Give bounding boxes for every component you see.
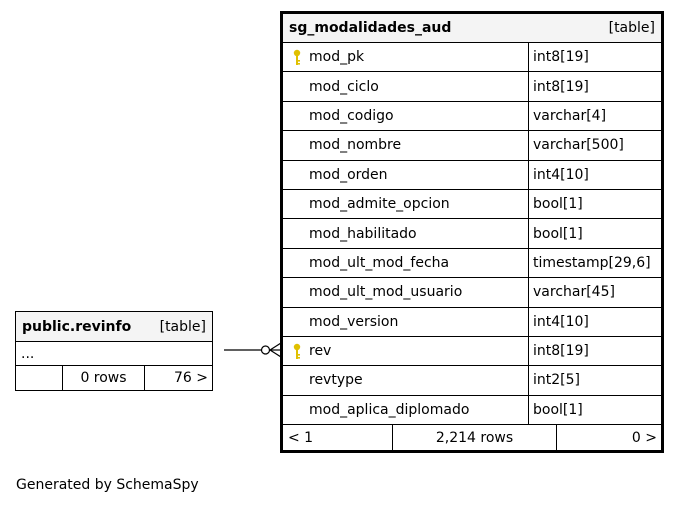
column-row[interactable] bbox=[283, 43, 661, 72]
column-type: int8[19] bbox=[533, 49, 589, 66]
key-icon bbox=[292, 49, 302, 67]
column-name-text: mod_codigo bbox=[309, 107, 394, 124]
table-kind: [table] bbox=[608, 20, 655, 36]
column-name-text: mod_ult_mod_usuario bbox=[309, 284, 463, 301]
table-sg-modalidades-aud[interactable] bbox=[280, 11, 664, 453]
table-name: sg_modalidades_aud bbox=[289, 20, 452, 36]
column-type: varchar[4] bbox=[533, 107, 607, 124]
table-name: public.revinfo bbox=[22, 318, 132, 335]
column-row[interactable] bbox=[283, 219, 661, 248]
optional-circle-icon bbox=[262, 346, 270, 354]
column-name-text: mod_aplica_diplomado bbox=[309, 401, 470, 418]
column-type: varchar[500] bbox=[533, 137, 624, 154]
column-name bbox=[283, 219, 529, 247]
column-name bbox=[283, 308, 529, 336]
column-name bbox=[283, 43, 529, 71]
column-type: int8[19] bbox=[533, 343, 589, 360]
column-name-text: mod_pk bbox=[309, 49, 365, 66]
column-row[interactable] bbox=[283, 366, 661, 395]
column-name bbox=[283, 190, 529, 218]
column-name-text: mod_habilitado bbox=[309, 225, 417, 242]
column-row[interactable] bbox=[283, 308, 661, 337]
column-type: int2[5] bbox=[533, 372, 580, 389]
column-name bbox=[283, 337, 529, 365]
column-name-text: mod_admite_opcion bbox=[309, 196, 450, 213]
column-row[interactable] bbox=[283, 72, 661, 101]
column-type: bool[1] bbox=[533, 401, 583, 418]
row-count: 2,214 rows bbox=[393, 425, 557, 450]
column-type: int4[10] bbox=[533, 313, 589, 330]
column-row[interactable] bbox=[283, 161, 661, 190]
column-row[interactable] bbox=[283, 190, 661, 219]
column-row[interactable] bbox=[283, 102, 661, 131]
column-name bbox=[283, 72, 529, 100]
key-icon bbox=[292, 343, 302, 361]
column-name bbox=[283, 396, 529, 424]
column-row[interactable] bbox=[283, 131, 661, 160]
column-name-text: mod_ciclo bbox=[309, 78, 379, 95]
column-name-text: mod_orden bbox=[309, 166, 388, 183]
table-header bbox=[283, 14, 661, 43]
column-name bbox=[283, 278, 529, 306]
table-footer bbox=[16, 366, 212, 390]
table-public-revinfo[interactable] bbox=[15, 311, 213, 391]
column-type: bool[1] bbox=[533, 225, 583, 242]
row-count: 0 rows bbox=[63, 366, 145, 390]
column-type: int4[10] bbox=[533, 166, 589, 183]
column-name bbox=[283, 161, 529, 189]
column-type: timestamp[29,6] bbox=[533, 254, 651, 271]
column-row[interactable] bbox=[283, 278, 661, 307]
parents-count bbox=[16, 366, 63, 390]
column-type: bool[1] bbox=[533, 196, 583, 213]
generated-by-note: Generated by SchemaSpy bbox=[16, 477, 199, 493]
table-header bbox=[16, 312, 212, 342]
collapsed-columns: ... bbox=[16, 342, 212, 366]
column-name-text: rev bbox=[309, 343, 332, 360]
column-name bbox=[283, 102, 529, 130]
children-count[interactable]: 0 > bbox=[631, 429, 657, 446]
parents-count[interactable]: < 1 bbox=[283, 425, 393, 450]
column-name bbox=[283, 249, 529, 277]
table-kind: [table] bbox=[159, 318, 206, 335]
column-type: varchar[45] bbox=[533, 284, 615, 301]
column-name-text: revtype bbox=[309, 372, 363, 389]
table-footer bbox=[283, 425, 661, 450]
children-count[interactable]: 76 > bbox=[174, 370, 208, 386]
column-type: int8[19] bbox=[533, 78, 589, 95]
column-list bbox=[283, 43, 661, 425]
column-row[interactable] bbox=[283, 249, 661, 278]
column-name bbox=[283, 131, 529, 159]
column-name-text: mod_nombre bbox=[309, 137, 402, 154]
column-row[interactable] bbox=[283, 337, 661, 366]
column-name-text: mod_ult_mod_fecha bbox=[309, 254, 450, 271]
column-name-text: mod_version bbox=[309, 313, 399, 330]
column-name bbox=[283, 366, 529, 394]
column-row[interactable] bbox=[283, 396, 661, 425]
